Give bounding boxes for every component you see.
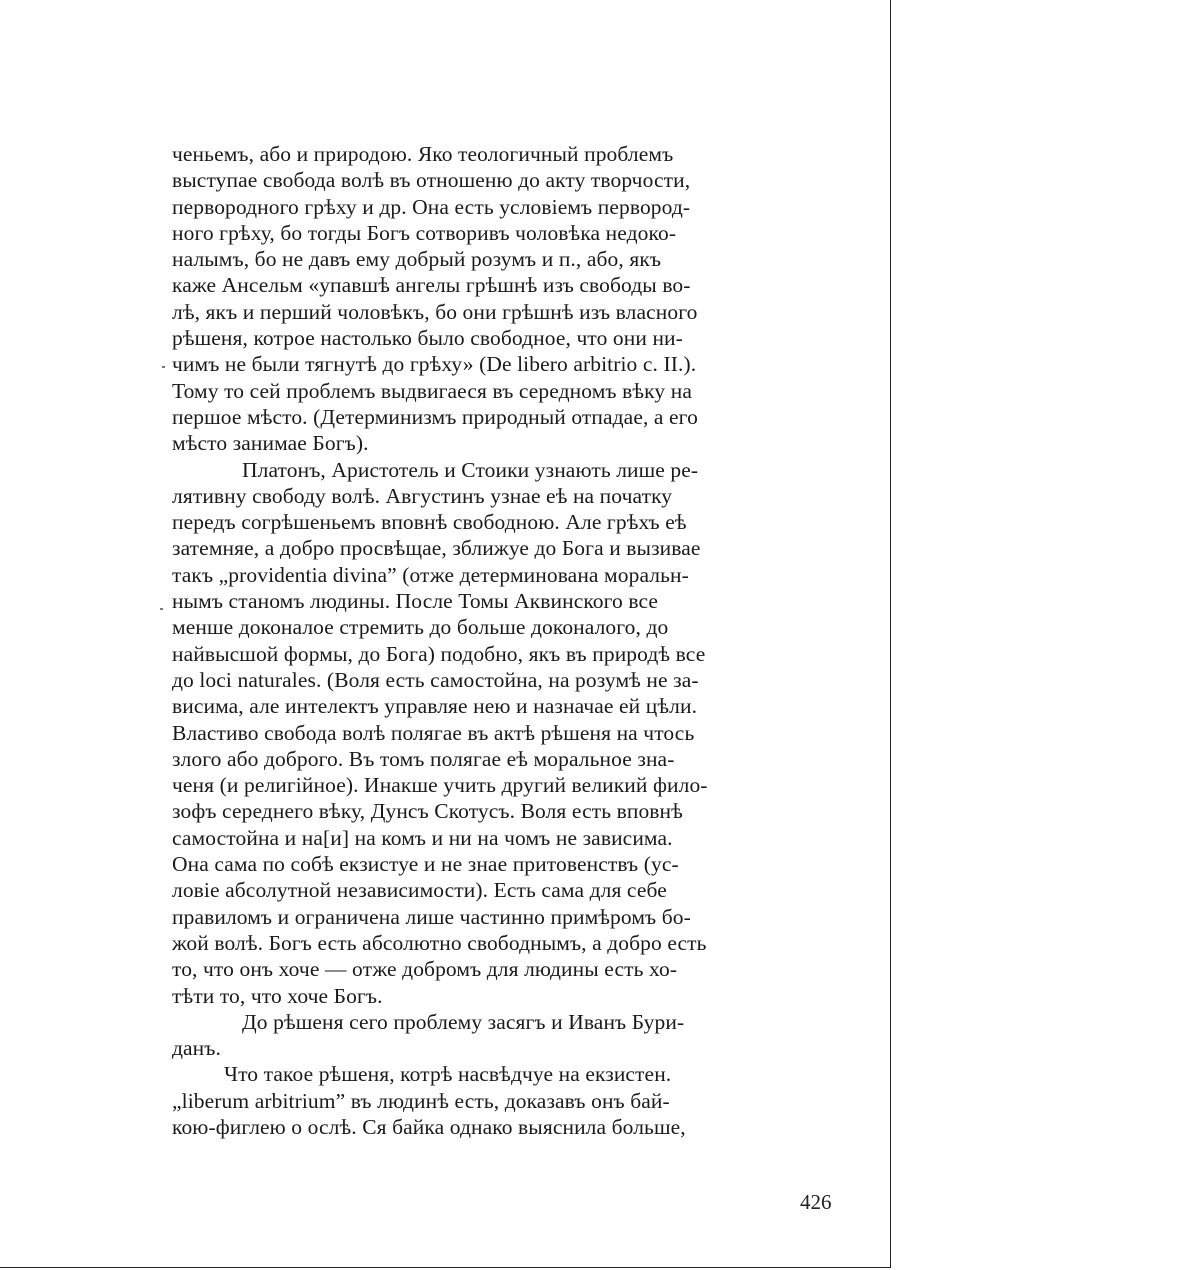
text-line: лятивну свободу волѣ. Августинъ узнае еѣ на початку xyxy=(172,483,673,508)
margin-mark xyxy=(160,608,163,610)
text-line: зофъ середнего вѣку, Дунсъ Скотусъ. Воля есть вповнѣ xyxy=(172,799,683,824)
text-line: першое мѣсто. (Детерминизмъ природный отпадае, а его xyxy=(172,404,698,429)
text-line: кою-фиглею о ослѣ. Ся байка однако выяснила больше, xyxy=(172,1114,686,1139)
margin-mark xyxy=(162,366,165,368)
text-line: ченьемъ, або и природою. Яко теологичный проблемъ xyxy=(172,142,674,166)
text-line: передъ согрѣшеньемъ вповнѣ свободною. Але грѣхъ еѣ xyxy=(172,510,687,535)
text-line: первородного грѣху и др. Она есть условіемъ первород- xyxy=(172,194,691,219)
text-line: такъ „providentia divina” (отже детерминована моральн- xyxy=(172,562,689,587)
text-line: тѣти то, что хоче Богъ. xyxy=(172,983,383,1008)
text-line: ченя (и религійное). Инакше учить другий великий фило- xyxy=(172,773,708,798)
text-line: данъ. xyxy=(172,1036,221,1061)
text-line: ного грѣху, бо тогды Богъ сотворивъ чоловѣка недоко- xyxy=(172,220,677,245)
text-line: Тому то сей проблемъ выдвигаеся въ середномъ вѣку на xyxy=(172,378,692,403)
paragraph-first-line: Платонъ, Аристотель и Стоики узнають лише ре- xyxy=(242,457,699,482)
text-line: мѣсто занимае Богъ). xyxy=(172,431,369,456)
text-line: до loci naturales. (Воля есть самостойна, на розумѣ не за- xyxy=(172,667,699,692)
text-line: выступае свобода волѣ въ отношеню до акту творчости, xyxy=(172,168,691,193)
body-text xyxy=(172,141,738,1140)
text-line: „liberum arbitrium” въ людинѣ есть, доказавъ онъ бай- xyxy=(172,1088,670,1113)
text-line: лѣ, якъ и перший чоловѣкъ, бо они грѣшнѣ изъ власного xyxy=(172,299,698,324)
text-line: висима, але интелектъ управляе нею и назначае ей цѣли. xyxy=(172,694,698,719)
text-line: злого або доброго. Въ томъ полягае еѣ моральное зна- xyxy=(172,746,675,771)
text-line: Властиво свобода волѣ полягае въ актѣ рѣшеня на чтось xyxy=(172,720,695,745)
text-line: правиломъ и ограничена лише частинно примѣромъ бо- xyxy=(172,904,691,929)
text-line: жой волѣ. Богъ есть абсолютно свободнымъ, а добро есть xyxy=(172,930,707,955)
text-line: самостойна и на[и] на комъ и ни на чомъ не зависима. xyxy=(172,825,673,850)
paragraph-first-line: Что такое рѣшеня, котрѣ насвѣдчуе на екзистен. xyxy=(224,1062,672,1087)
text-line: ловіе абсолутной независимости). Есть сама для себе xyxy=(172,878,667,903)
page-number: 426 xyxy=(800,1190,832,1214)
text-line: затемняе, а добро просвѣщае, зближуе до Бога и вызивае xyxy=(172,536,701,561)
text-line: налымъ, бо не давъ ему добрый розумъ и п., або, якъ xyxy=(172,247,662,272)
text-line: чимъ не были тягнутѣ до грѣху» (De libero arbitrio c. II.). xyxy=(172,352,697,377)
text-line: Она сама по собѣ екзистуе и не знае притовенствъ (ус- xyxy=(172,852,679,877)
text-line: каже Ансельм «упавшѣ ангелы грѣшнѣ изъ свободы во- xyxy=(172,273,691,298)
paragraph-first-line: До рѣшеня сего проблему засягъ и Иванъ Бури- xyxy=(242,1009,685,1034)
text-line: найвысшой формы, до Бога) подобно, якъ въ природѣ все xyxy=(172,641,706,666)
text-line: нымъ станомъ людины. После Томы Аквинского все xyxy=(172,589,659,614)
text-line: то, что онъ хоче — отже добромъ для людины есть хо- xyxy=(172,957,678,982)
text-line: менше доконалое стремить до больше доконалого, до xyxy=(172,615,669,640)
text-line: рѣшеня, котрое настолько было свободное, что они ни- xyxy=(172,326,683,351)
